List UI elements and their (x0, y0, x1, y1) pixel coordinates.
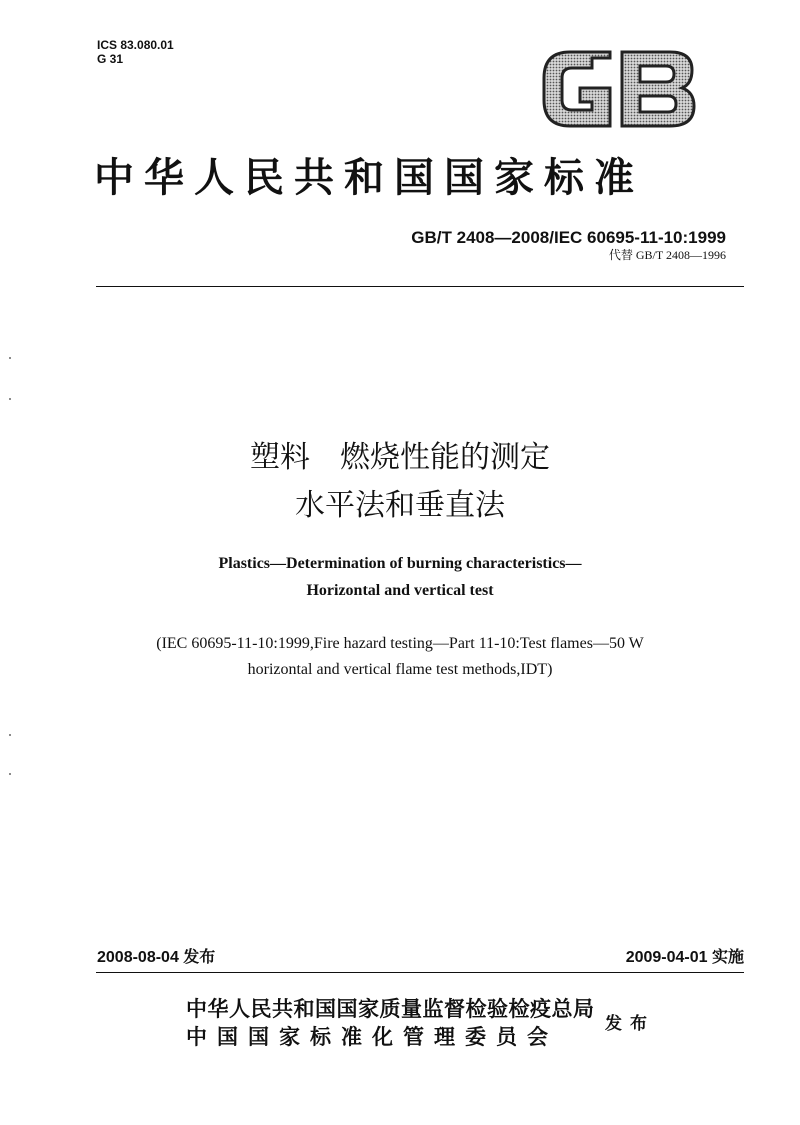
ics-code: ICS 83.080.01 (97, 38, 174, 52)
standard-number: GB/T 2408—2008/IEC 60695-11-10:1999 (411, 228, 726, 247)
footer-divider (96, 972, 744, 973)
document-title-cn-line2: 水平法和垂直法 (295, 488, 505, 523)
scan-speck (9, 398, 11, 400)
gb-logo-graphic (540, 48, 698, 130)
implementation-date: 2009-04-01 实施 (625, 949, 744, 966)
publisher-sac: 中国国家标准化管理委员会 (186, 1025, 558, 1049)
document-title-cn-line1: 塑料 燃烧性能的测定 (250, 440, 550, 475)
standard-category-title: 中华人民共和国国家标准 (94, 155, 644, 201)
issue-date: 2008-08-04 发布 (97, 949, 216, 966)
scan-speck (9, 734, 11, 736)
scan-speck (9, 773, 11, 775)
publisher-aqsiq: 中华人民共和国国家质量监督检验检疫总局 (186, 997, 595, 1021)
header-divider (96, 286, 744, 287)
iec-reference-line1: (IEC 60695-11-10:1999,Fire hazard testing—Part 11-10:Test flames—50 W (156, 635, 644, 652)
ccs-code: G 31 (97, 52, 124, 66)
publish-label: 发布 (605, 1014, 655, 1034)
scan-speck (9, 357, 11, 359)
replaced-standard: 代替 GB/T 2408—1996 (608, 248, 726, 262)
classification-codes (97, 38, 174, 66)
iec-reference-line2: horizontal and vertical flame test methods,IDT) (247, 661, 553, 678)
document-title-en-line1: Plastics—Determination of burning characteristics— (218, 555, 582, 572)
gb-logo (540, 48, 698, 130)
document-title-en-line2: Horizontal and vertical test (306, 582, 494, 599)
